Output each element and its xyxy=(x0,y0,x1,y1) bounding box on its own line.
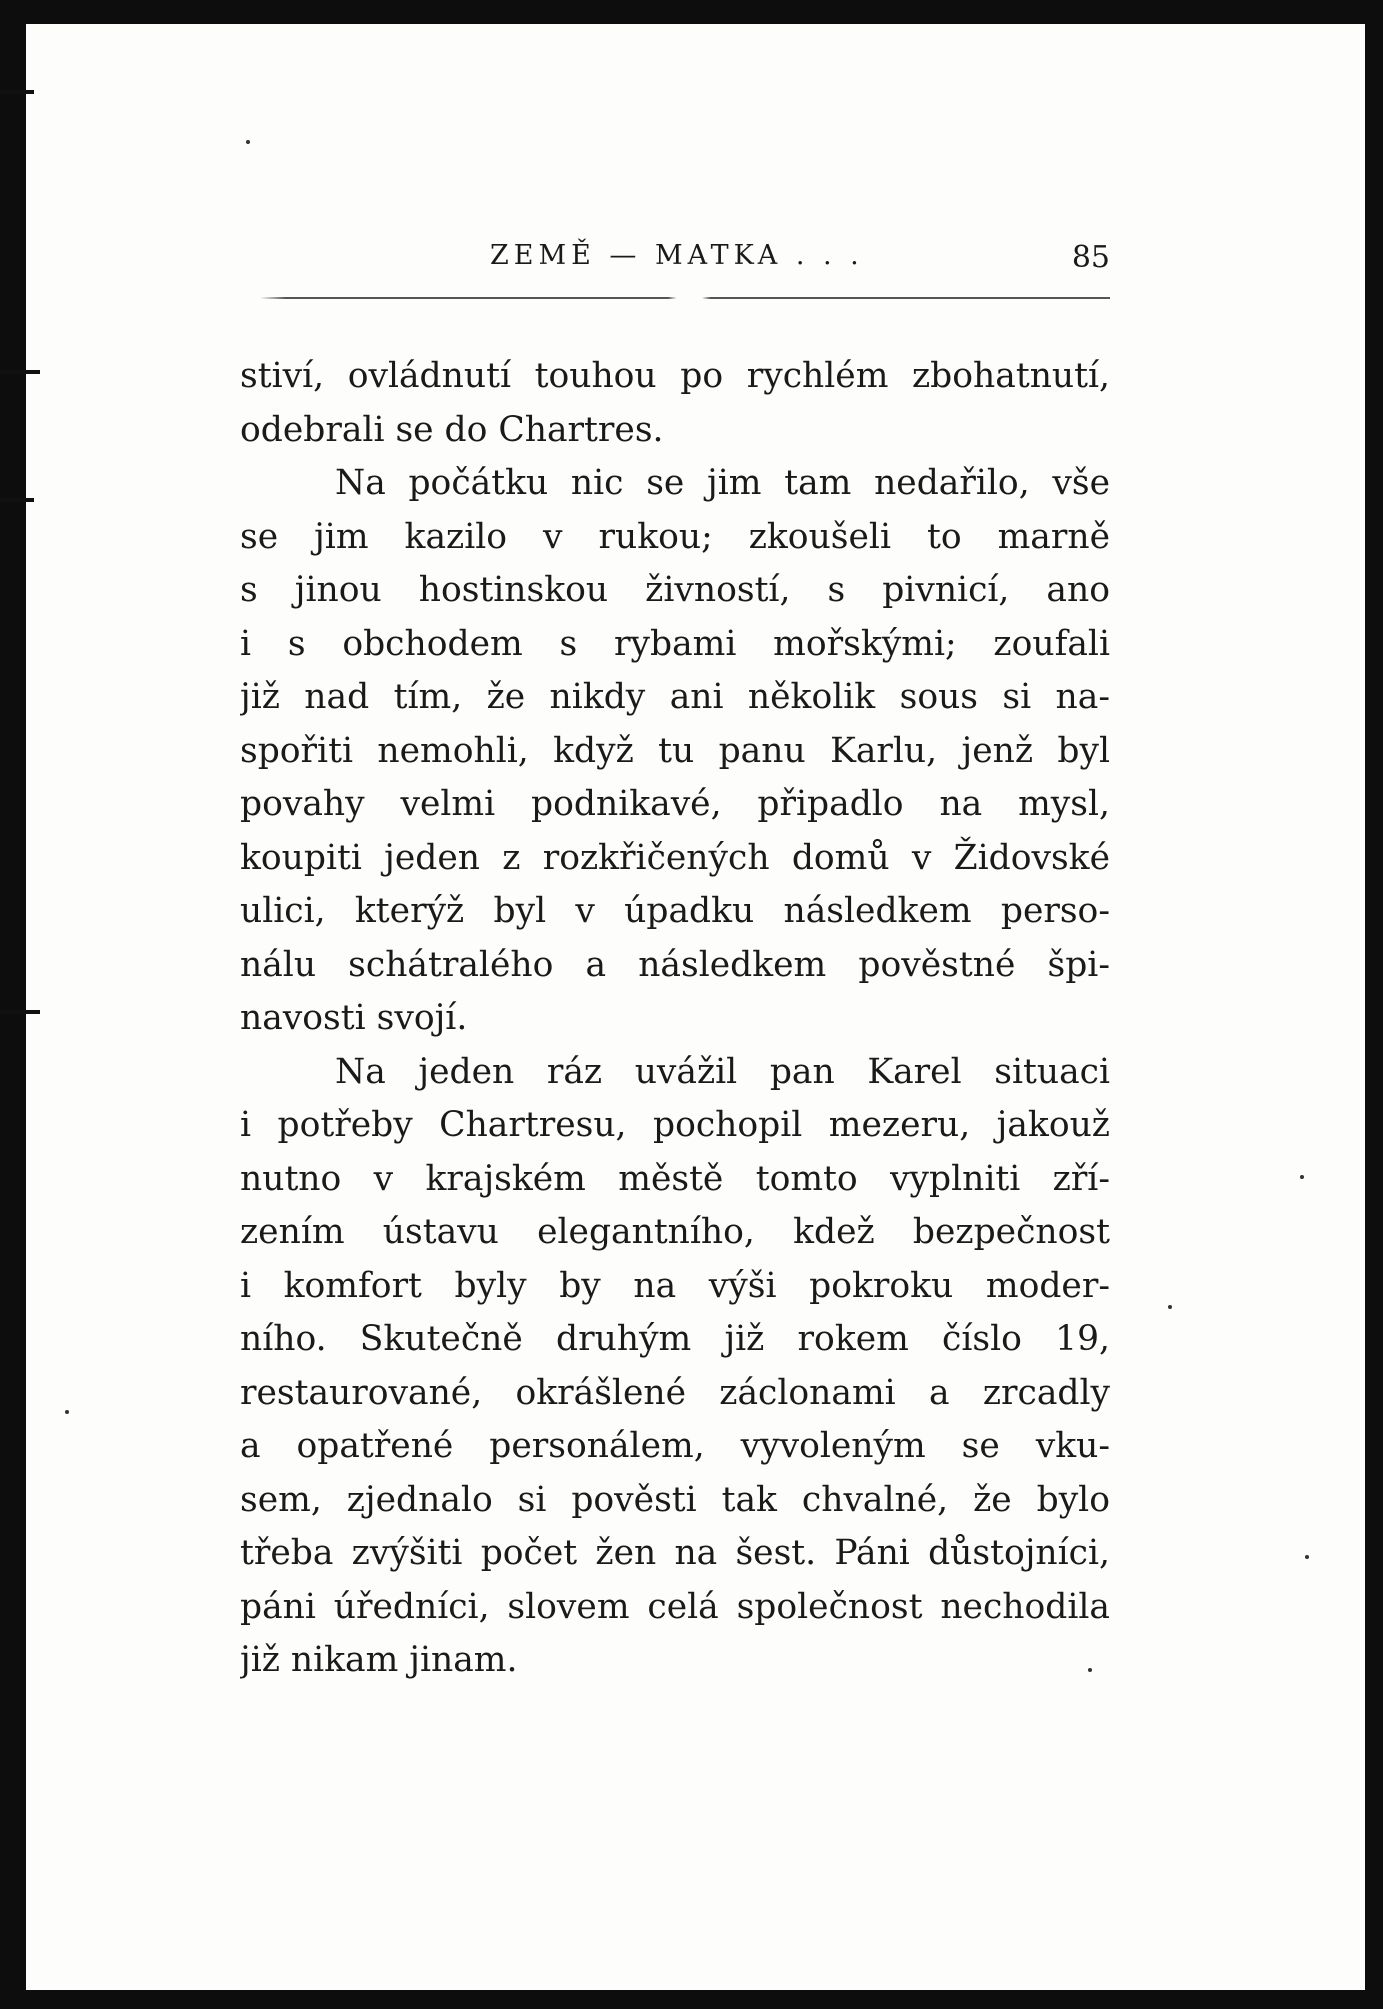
scan-border-top xyxy=(0,0,1383,24)
text-line: koupiti jeden z rozkřičených domů v Židovské xyxy=(240,837,1110,878)
text-line: již nikam jinam. xyxy=(240,1640,518,1680)
text-line: nutno v krajském městě tomto vyplniti zří- xyxy=(240,1158,1110,1199)
text-line: nálu schátralého a následkem pověstné špi- xyxy=(240,944,1110,985)
text-line: Na jeden ráz uvážil pan Karel situaci xyxy=(335,1051,1110,1092)
scan-speck xyxy=(65,1410,69,1414)
text-line: již nad tím, že nikdy ani několik sous si na- xyxy=(240,677,1110,717)
scan-border-bottom xyxy=(0,1990,1383,2009)
text-line: s jinou hostinskou živností, s pivnicí, ano xyxy=(240,570,1110,610)
binding-mark xyxy=(0,90,34,94)
binding-mark xyxy=(0,1010,40,1014)
text-line: třeba zvýšiti počet žen na šest. Páni důstojníci, xyxy=(240,1533,1110,1573)
scan-speck xyxy=(1305,1555,1309,1559)
scan-speck xyxy=(246,140,250,144)
text-line: Na počátku nic se jim tam nedařilo, vše xyxy=(335,463,1110,503)
running-head xyxy=(250,240,1110,288)
body-text xyxy=(240,350,1110,1688)
text-line: sem, zjednalo si pověsti tak chvalné, že bylo xyxy=(240,1479,1110,1520)
running-title: ZEMĚ — MATKA . . . xyxy=(490,240,864,271)
page-number: 85 xyxy=(1071,240,1110,275)
text-line: ního. Skutečně druhým již rokem číslo 19, xyxy=(240,1319,1110,1359)
header-rule xyxy=(260,297,1110,299)
text-line: restaurované, okrášlené záclonami a zrcadly xyxy=(240,1372,1110,1413)
scan-border-right xyxy=(1365,0,1383,2009)
binding-mark xyxy=(0,498,34,502)
binding-mark xyxy=(0,370,40,374)
text-line: zením ústavu elegantního, kdež bezpečnost xyxy=(240,1212,1110,1252)
scan-speck xyxy=(1300,1175,1304,1179)
text-line: navosti svojí. xyxy=(240,998,468,1038)
text-line: stiví, ovládnutí touhou po rychlém zbohatnutí, xyxy=(240,356,1110,396)
text-line: i potřeby Chartresu, pochopil mezeru, jakouž xyxy=(240,1105,1110,1145)
text-line: páni úředníci, slovem celá společnost nechodila xyxy=(240,1586,1110,1627)
text-line: spořiti nemohli, když tu panu Karlu, jenž byl xyxy=(240,730,1110,771)
scan-speck xyxy=(1168,1305,1172,1309)
text-line: i s obchodem s rybami mořskými; zoufali xyxy=(240,623,1110,664)
text-line: ulici, kterýž byl v úpadku následkem perso- xyxy=(240,891,1110,931)
text-line: a opatřené personálem, vyvoleným se vku- xyxy=(240,1426,1110,1466)
text-line: odebrali se do Chartres. xyxy=(240,409,664,450)
text-line: se jim kazilo v rukou; zkoušeli to marně xyxy=(240,516,1110,557)
scan-border-left xyxy=(0,0,26,2009)
text-line: povahy velmi podnikavé, připadlo na mysl, xyxy=(240,784,1110,824)
text-line: i komfort byly by na výši pokroku moder- xyxy=(240,1265,1110,1306)
